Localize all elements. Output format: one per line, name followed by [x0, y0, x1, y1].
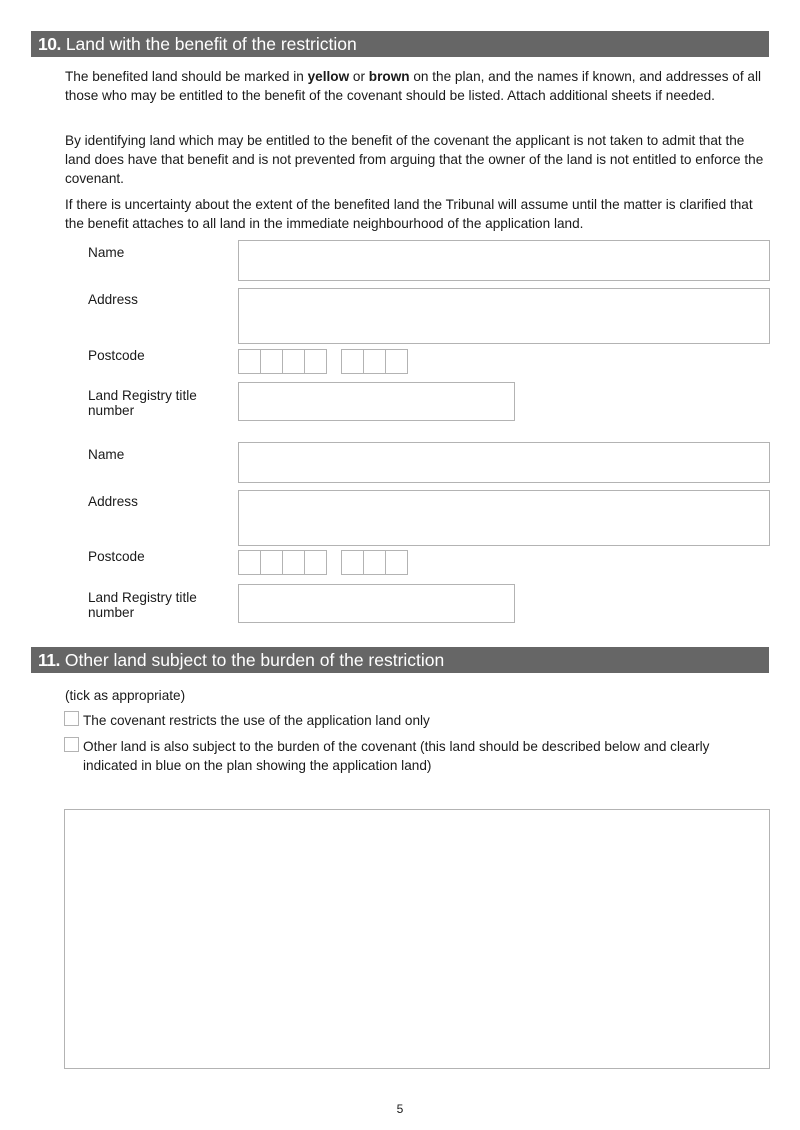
- postcode-cell[interactable]: [363, 550, 386, 575]
- section-10-title: Land with the benefit of the restriction: [65, 34, 357, 54]
- address-label-2: Address: [88, 494, 138, 509]
- postcode-inward-1: [341, 349, 407, 374]
- section-10-intro: [65, 67, 770, 105]
- other-land-burden-checkbox[interactable]: [64, 737, 79, 752]
- postcode-cell[interactable]: [238, 550, 261, 575]
- address-field-2[interactable]: [238, 490, 770, 546]
- address-label-1: Address: [88, 292, 138, 307]
- postcode-cell[interactable]: [282, 550, 305, 575]
- intro-text-prefix: The benefited land should be marked in: [65, 69, 308, 84]
- postcode-cell[interactable]: [282, 349, 305, 374]
- intro-text-or: or: [349, 69, 369, 84]
- application-land-only-checkbox[interactable]: [64, 711, 79, 726]
- name-label-1: Name: [88, 245, 125, 260]
- postcode-cell[interactable]: [363, 349, 386, 374]
- title-number-field-1[interactable]: [238, 382, 515, 421]
- postcode-cell[interactable]: [260, 550, 283, 575]
- postcode-cell[interactable]: [341, 550, 364, 575]
- title-number-field-2[interactable]: [238, 584, 515, 623]
- postcode-cell[interactable]: [385, 550, 408, 575]
- title-number-label-2: Land Registry title number: [88, 590, 197, 620]
- section-10-disclaimer: By identifying land which may be entitled to the benefit of the covenant the applicant is not taken to admit that the land does have that benefit and is not prevented from arguing that the owner of the land is not entitled to enforce the covenant.: [65, 133, 764, 186]
- yellow-keyword: yellow: [307, 69, 350, 84]
- postcode-cell[interactable]: [304, 349, 327, 374]
- postcode-cell[interactable]: [260, 349, 283, 374]
- section-11-header: [31, 647, 769, 673]
- name-field-2[interactable]: [238, 442, 770, 483]
- postcode-outward-1: [238, 349, 326, 374]
- intro-text-suffix: on the plan, and the names if known, and addresses of all those who may be entitled to the benefit of the covenant should be listed. Attach additional sheets if needed.: [65, 69, 761, 103]
- section-10-header: [31, 31, 769, 57]
- section-10-number: 10.: [38, 34, 61, 54]
- postcode-cell[interactable]: [304, 550, 327, 575]
- postcode-cell[interactable]: [238, 349, 261, 374]
- page-number: 5: [396, 1102, 404, 1116]
- postcode-label-2: Postcode: [88, 549, 145, 564]
- brown-keyword: brown: [368, 69, 410, 84]
- address-field-1[interactable]: [238, 288, 770, 344]
- section-10-uncertainty-note: If there is uncertainty about the extent of the benefited land the Tribunal will assume until the matter is clarified that the benefit attaches to all land in the immediate neighbourhood of the application land.: [65, 197, 753, 231]
- section-11-number: 11.: [38, 650, 60, 670]
- postcode-outward-2: [238, 550, 326, 575]
- title-number-label-1: Land Registry title number: [88, 388, 197, 418]
- postcode-cell[interactable]: [341, 349, 364, 374]
- other-land-description-field[interactable]: [64, 809, 770, 1069]
- tick-instruction: (tick as appropriate): [65, 688, 186, 703]
- postcode-cell[interactable]: [385, 349, 408, 374]
- other-land-burden-label: Other land is also subject to the burden of the covenant (this land should be described below and clearly indicated in blue on the plan showing the application land): [83, 739, 710, 773]
- postcode-label-1: Postcode: [88, 348, 145, 363]
- section-11-title: Other land subject to the burden of the restriction: [64, 650, 445, 670]
- application-land-only-label: The covenant restricts the use of the application land only: [83, 713, 430, 728]
- name-label-2: Name: [88, 447, 125, 462]
- postcode-inward-2: [341, 550, 407, 575]
- name-field-1[interactable]: [238, 240, 770, 281]
